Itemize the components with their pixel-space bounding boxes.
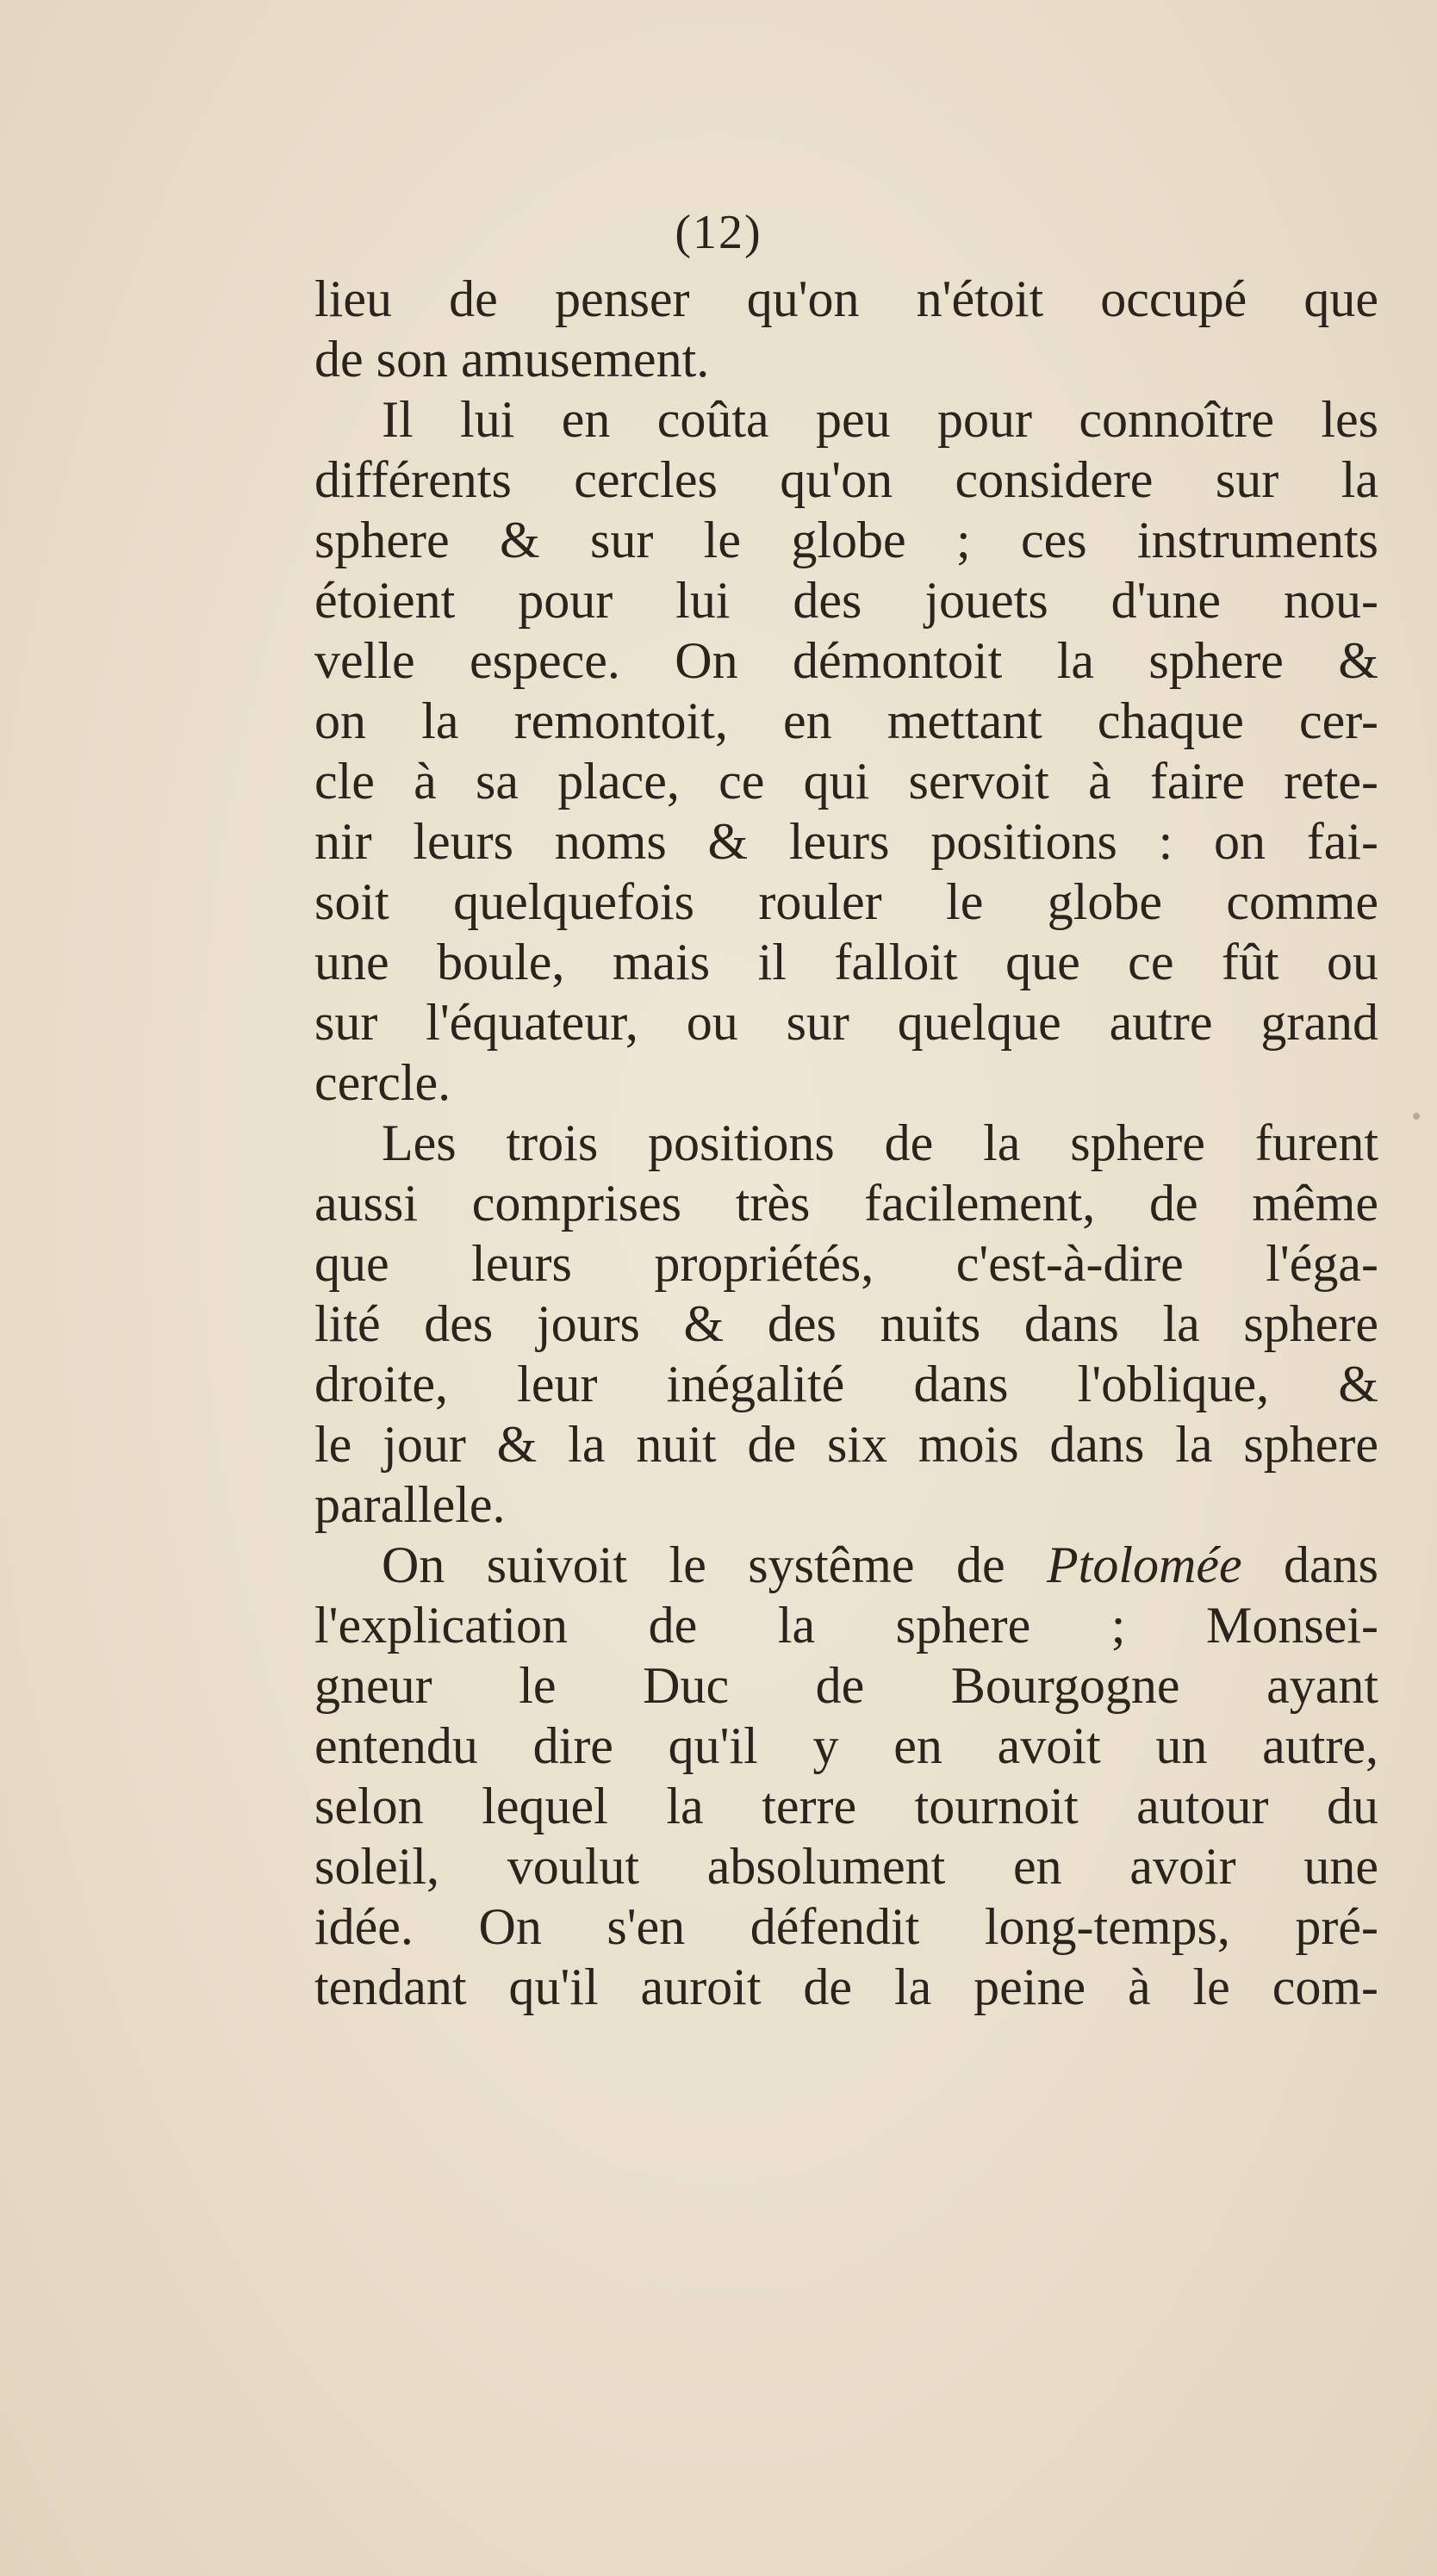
text-line: étoient pour lui des jouets d'une nou- [314,572,1378,629]
text-line: gneur le Duc de Bourgogne ayant [314,1657,1378,1714]
text-line: idée. On s'en défendit long-temps, pré- [314,1898,1378,1955]
text-line: tendant qu'il auroit de la peine à le com- [314,1958,1378,2015]
text-line: nir leurs noms & leurs positions : on fai- [314,813,1378,870]
text-line: que leurs propriétés, c'est-à-dire l'éga- [314,1235,1378,1292]
text-fragment: dans [1241,1536,1379,1593]
text-line: l'explication de la sphere ; Monsei- [314,1597,1378,1654]
ptolomee-italic: Ptolomée [1047,1536,1242,1593]
text-line: selon lequel la terre tournoit autour du [314,1778,1378,1834]
text-line: cle à sa place, ce qui servoit à faire rete- [314,753,1378,810]
text-line: droite, leur inégalité dans l'oblique, & [314,1356,1378,1412]
text-line: soleil, voulut absolument en avoir une [314,1838,1378,1895]
text-line: sphere & sur le globe ; ces instruments [314,512,1378,568]
text-line: on la remontoit, en mettant chaque cer- [314,692,1378,749]
text-line: cercle. [314,1054,451,1111]
paper-stain [1413,1113,1420,1120]
text-line: Les trois positions de la sphere furent [382,1114,1378,1171]
text-line: parallele. [314,1476,506,1533]
text-line: une boule, mais il falloit que ce fût ou [314,934,1378,990]
text-fragment: On suivoit le systême de [382,1536,1048,1593]
page-number: (12) [675,206,762,259]
text-line: entendu dire qu'il y en avoit un autre, [314,1717,1378,1774]
text-line: soit quelquefois rouler le globe comme [314,873,1378,930]
body-text [314,269,1378,2017]
text-line: le jour & la nuit de six mois dans la sphere [314,1416,1378,1473]
text-line: sur l'équateur, ou sur quelque autre grand [314,994,1378,1051]
text-line: différents cercles qu'on considere sur la [314,451,1378,508]
text-line: de son amusement. [314,331,710,388]
text-line-ptolemy [314,1535,1378,1595]
text-line: lité des jours & des nuits dans la sphere [314,1295,1378,1352]
text-line: Il lui en coûta peu pour connoître les [382,391,1378,448]
text-line: velle espece. On démontoit la sphere & [314,632,1378,689]
text-line: aussi comprises très facilement, de même [314,1175,1378,1232]
text-line: lieu de penser qu'on n'étoit occupé que [314,270,1378,327]
